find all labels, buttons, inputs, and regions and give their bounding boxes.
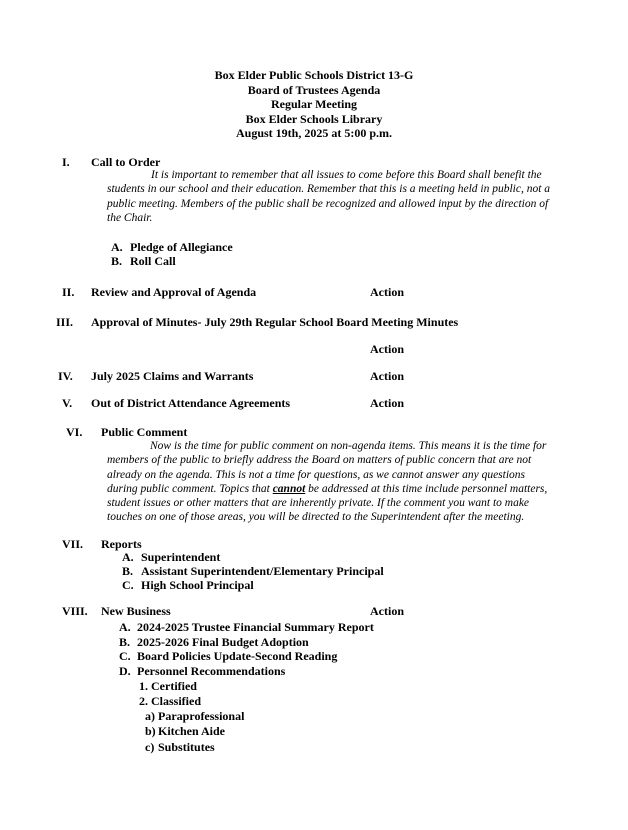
statement-line-with-emphasis — [107, 482, 547, 496]
section-2-numeral: II. — [62, 285, 75, 299]
statement-text: be addressed at this time include personnel matters, — [305, 482, 548, 495]
personnel-recommendations: Personnel Recommendations — [137, 664, 286, 678]
roll-call: Roll Call — [130, 254, 176, 268]
section-3-action: Action — [370, 342, 404, 356]
paraprofessional: Paraprofessional — [158, 709, 245, 723]
report-assistant-superintendent: Assistant Superintendent/Elementary Principal — [141, 564, 384, 578]
list-item-marker: C. — [119, 649, 131, 663]
list-item-marker: C. — [122, 578, 134, 592]
personnel-certified: Certified — [151, 679, 197, 693]
section-2-action: Action — [370, 285, 404, 299]
statement-line: public meeting. Members of the public shall be recognized and allowed input by the direction of — [107, 197, 549, 210]
statement-line: already on the agenda. This is not a time for questions, as we cannot answer any questions — [107, 468, 526, 481]
statement-line: the Chair. — [107, 211, 153, 224]
report-superintendent: Superintendent — [141, 550, 221, 564]
section-5-numeral: V. — [62, 396, 73, 410]
statement-line: Now is the time for public comment on non-agenda items. This means it is the time for — [150, 440, 547, 452]
cannot-emphasis: cannot — [272, 482, 306, 495]
section-8-action: Action — [370, 604, 404, 618]
list-item-marker: D. — [119, 664, 131, 678]
pledge-of-allegiance: Pledge of Allegiance — [130, 240, 233, 254]
list-item-marker: c) — [145, 740, 155, 754]
section-5-title: Out of District Attendance Agreements — [91, 396, 291, 410]
list-item-marker: A. — [119, 620, 131, 634]
list-item-marker: A. — [122, 550, 134, 564]
section-4-title: July 2025 Claims and Warrants — [91, 369, 254, 383]
list-item-marker: A. — [111, 240, 123, 254]
section-6-numeral: VI. — [66, 425, 83, 439]
section-1-numeral: I. — [62, 155, 70, 169]
call-to-order-statement — [107, 168, 550, 225]
list-item-marker: B. — [111, 254, 123, 268]
section-6-title: Public Comment — [101, 425, 188, 439]
public-comment-statement — [107, 439, 547, 525]
list-item-marker: a) — [145, 709, 155, 723]
section-1-title: Call to Order — [91, 155, 161, 169]
financial-summary-report: 2024-2025 Trustee Financial Summary Report — [137, 620, 374, 634]
section-7-numeral: VII. — [62, 537, 84, 551]
list-item-marker: B. — [122, 564, 134, 578]
section-3-numeral: III. — [56, 315, 74, 329]
statement-line: It is important to remember that all issues to come before this Board shall benefit the — [151, 169, 542, 181]
substitutes: Substitutes — [158, 740, 215, 754]
section-4-action: Action — [370, 369, 404, 383]
list-item-marker: B. — [119, 635, 131, 649]
board-title: Board of Trustees Agenda — [247, 83, 381, 97]
statement-line: student issues or other matters that are inherently private. If the comment you want to make — [107, 497, 530, 510]
meeting-datetime: August 19th, 2025 at 5:00 p.m. — [235, 126, 392, 140]
meeting-type: Regular Meeting — [270, 97, 358, 111]
report-high-school-principal: High School Principal — [141, 578, 254, 592]
section-4-numeral: IV. — [58, 369, 73, 383]
final-budget-adoption: 2025-2026 Final Budget Adoption — [137, 635, 309, 649]
section-3-title: Approval of Minutes- July 29th Regular School Board Meeting Minutes — [91, 315, 459, 329]
personnel-classified: Classified — [151, 694, 202, 708]
list-item-marker: 1. — [139, 679, 148, 693]
statement-line: members of the public to briefly address the Board on matters of public concern that are not — [107, 454, 532, 467]
district-name: Box Elder Public Schools District 13-G — [214, 68, 414, 82]
list-item-marker: b) — [145, 724, 156, 738]
section-2-title: Review and Approval of Agenda — [91, 285, 257, 299]
statement-line: touches on one of those areas, you will be directed to the Superintendent after the meeting. — [107, 511, 525, 524]
section-8-title: New Business — [101, 604, 171, 618]
section-5-action: Action — [370, 396, 404, 410]
kitchen-aide: Kitchen Aide — [158, 724, 226, 738]
board-policies-update: Board Policies Update-Second Reading — [137, 649, 338, 663]
meeting-location: Box Elder Schools Library — [245, 112, 383, 126]
statement-line: students in our school and their education. Remember that this is a meeting held in public, not a — [107, 183, 551, 196]
statement-text: during public comment. Topics that — [107, 482, 273, 495]
section-8-numeral: VIII. — [62, 604, 88, 618]
list-item-marker: 2. — [139, 694, 148, 708]
section-7-title: Reports — [101, 537, 142, 551]
